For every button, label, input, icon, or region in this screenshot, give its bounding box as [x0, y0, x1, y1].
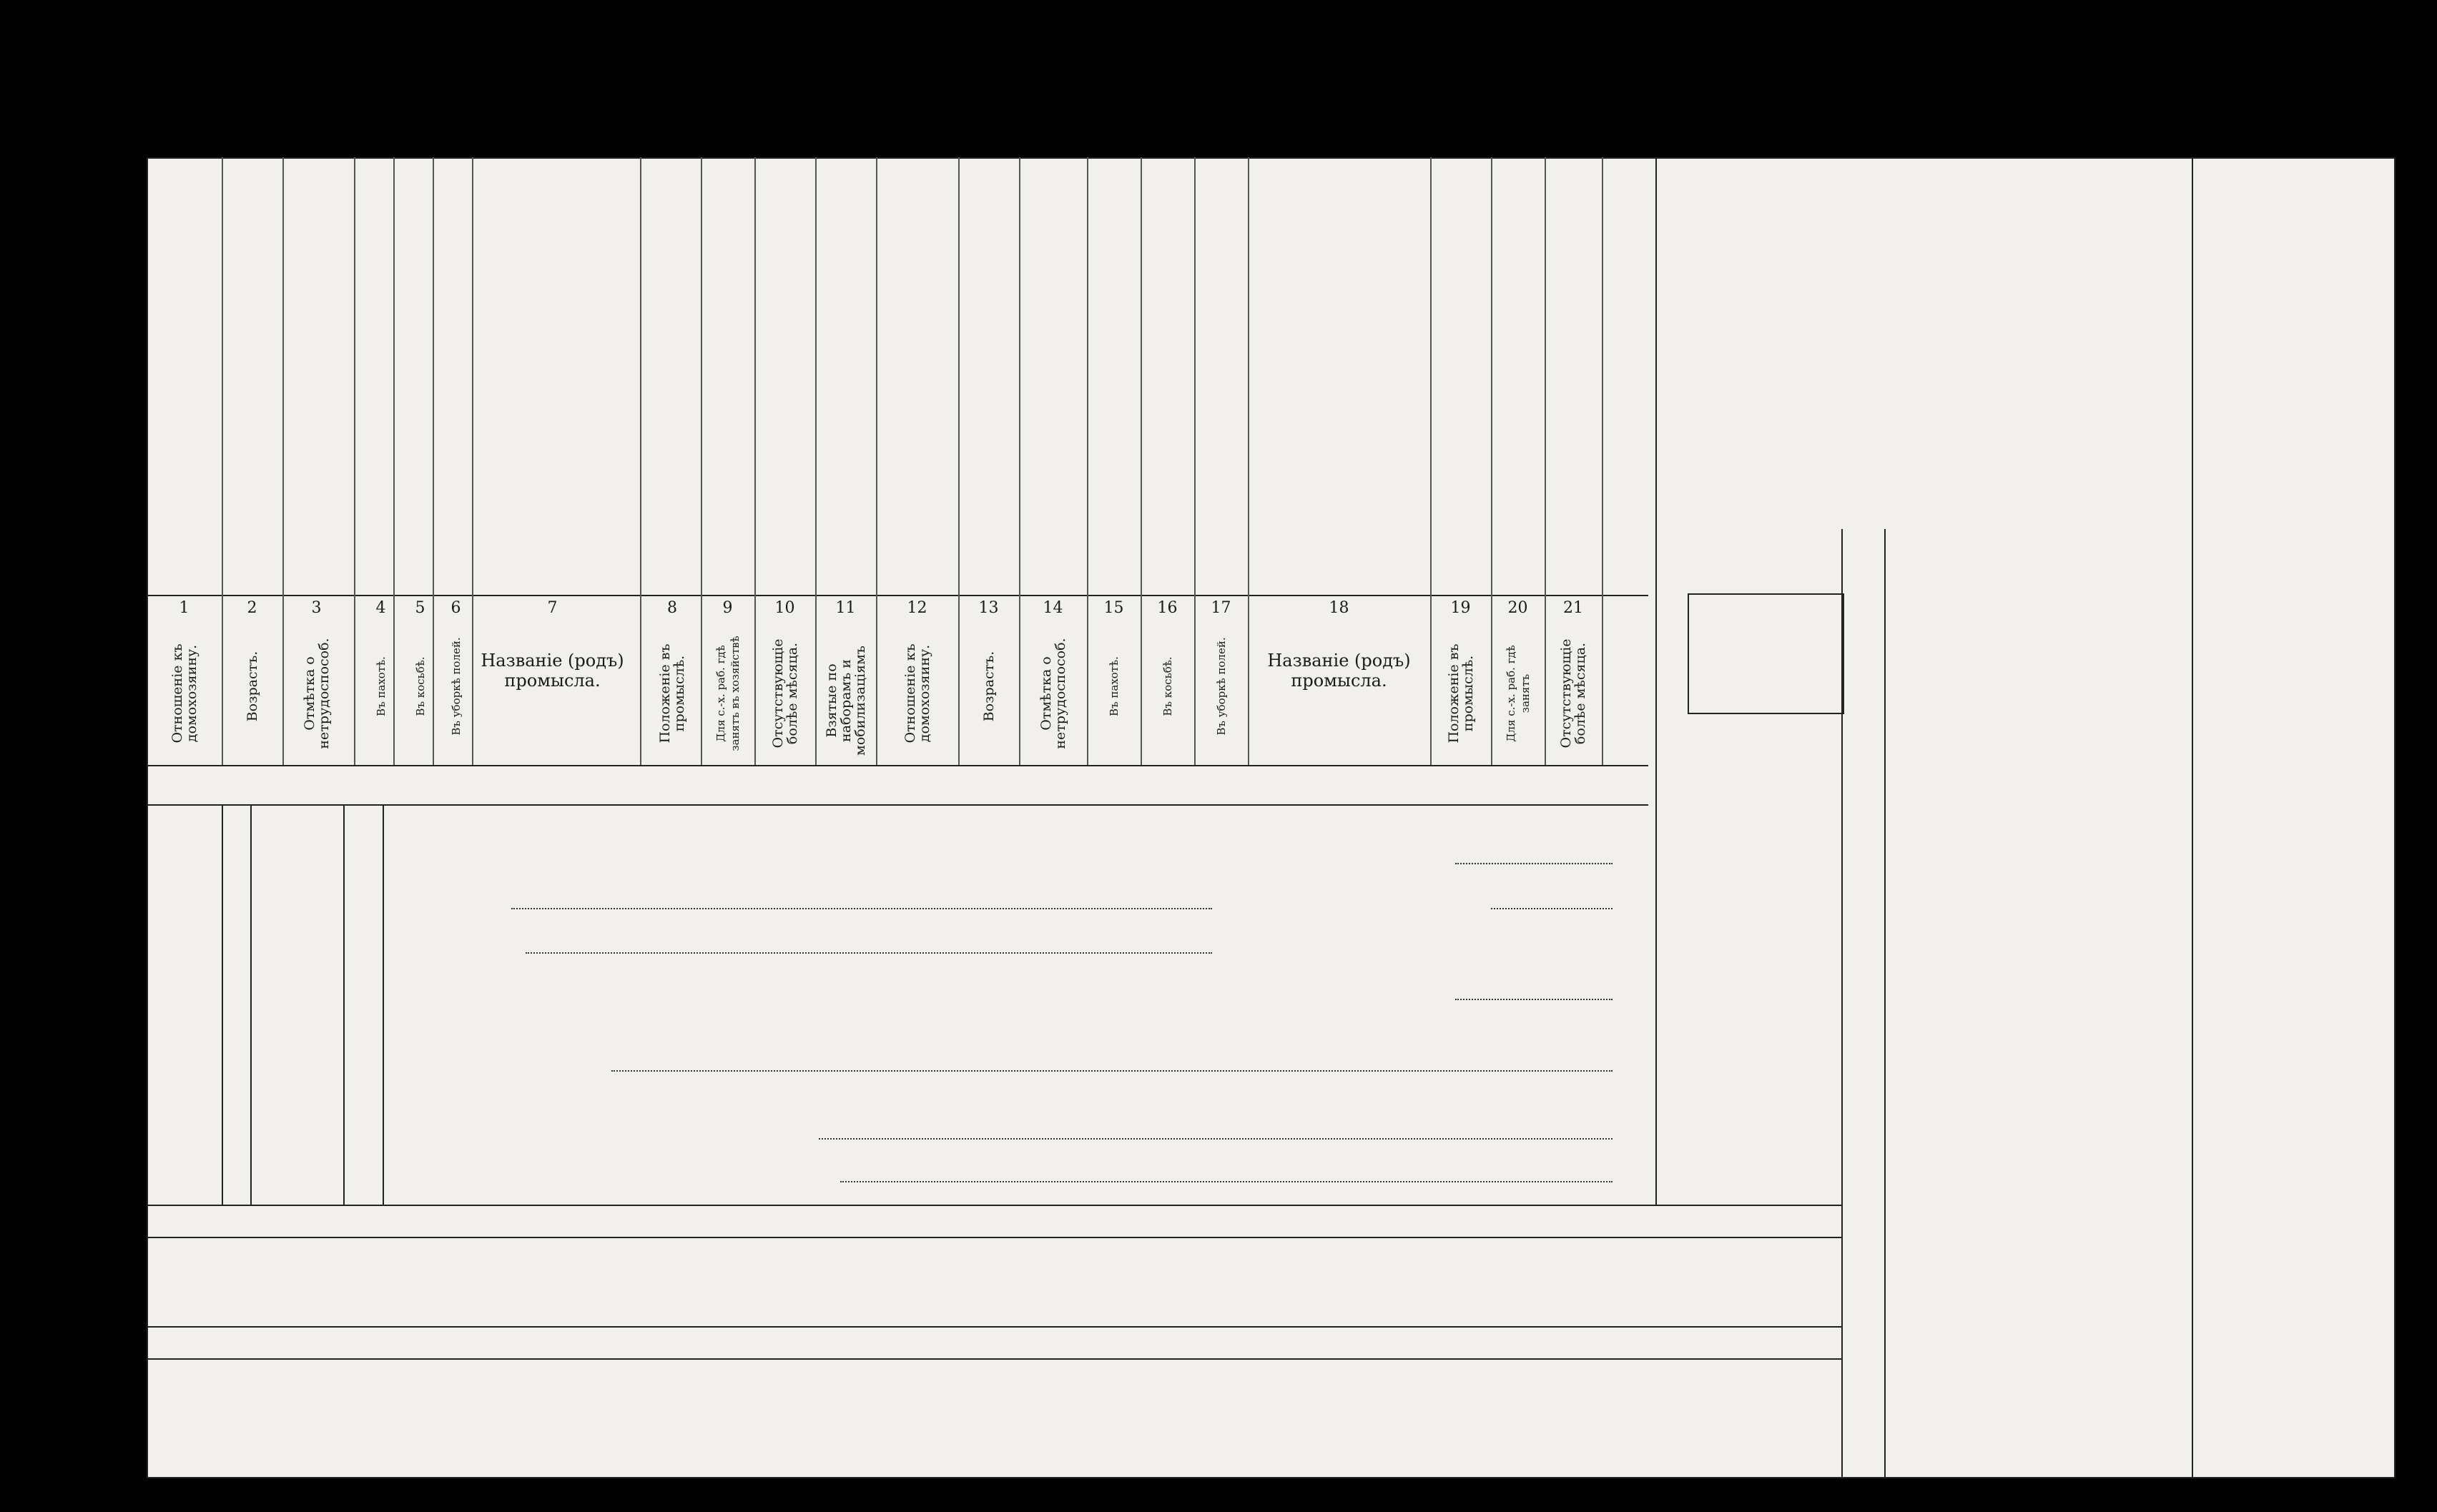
pop-col-number: 2	[247, 599, 257, 617]
pop-col-label: Отмѣтка о нетрудоспособ.	[1038, 638, 1068, 749]
pop-col-line	[754, 157, 756, 765]
pop-col-number: 16	[1157, 599, 1178, 617]
pop-col-label: Въ пахотѣ.	[374, 656, 388, 716]
pop-col-line	[1491, 157, 1492, 765]
pop-col-line	[1019, 157, 1020, 765]
pop-col-line	[640, 157, 641, 765]
pop-col-number: 12	[907, 599, 927, 617]
pop-col-number: 1	[179, 599, 189, 617]
pop-col-line	[876, 157, 877, 765]
top-border	[147, 157, 2192, 159]
pop-col-label: Въ косьбѣ.	[413, 656, 427, 716]
pop-col-line	[1087, 157, 1088, 765]
livestock-values-line	[147, 1358, 1841, 1360]
pop-col-number: 21	[1563, 599, 1583, 617]
population-bottom-line	[147, 804, 1648, 806]
pop-col-line	[282, 157, 284, 765]
pop-col-label: Положеніе въ промыслѣ.	[657, 643, 687, 743]
pop-col-number: 7	[547, 599, 558, 617]
pop-col-number: 20	[1507, 599, 1528, 617]
pop-col-number: 6	[451, 599, 461, 617]
men-women-line	[147, 765, 1648, 766]
census-card	[147, 157, 2396, 1478]
pop-col-number: 13	[978, 599, 999, 617]
pop-col-label: Взятые по наборамъ и мобилизаціямъ	[823, 646, 868, 756]
pop-col-line	[1194, 157, 1196, 765]
pop-col-line	[815, 157, 817, 765]
inv-num-line	[250, 804, 252, 1205]
population-header-line	[147, 595, 1648, 596]
pop-col-label: Отсутствующіе болѣе мѣсяца.	[769, 638, 800, 748]
land-right-line	[2192, 157, 2193, 1478]
pop-col-line	[472, 157, 473, 765]
pop-col-line	[1141, 157, 1142, 765]
pop-col-label: Отношеніе къ домохозяину.	[902, 643, 932, 743]
pop-col-label: Отношеніе къ домохозяину.	[169, 643, 200, 743]
pop-col-number: 14	[1043, 599, 1063, 617]
pop-col-number: 9	[722, 599, 733, 617]
land-left-line	[1841, 529, 1843, 1478]
pop-col-label: Отмѣтка о нетрудоспособ.	[301, 638, 332, 749]
livestock-top-line	[147, 1205, 1841, 1206]
livestock-group-line	[147, 1237, 1841, 1238]
pop-col-label: Возрастъ.	[244, 651, 260, 722]
pop-col-number: 11	[835, 599, 856, 617]
inv-label-line	[343, 804, 345, 1205]
card-number-box	[1688, 593, 1844, 714]
pop-col-number: 4	[375, 599, 386, 617]
pop-col-line	[958, 157, 960, 765]
pop-col-line	[222, 157, 223, 765]
pop-col-label: Въ пахотѣ.	[1107, 656, 1121, 716]
pop-col-number: 15	[1103, 599, 1124, 617]
land-side-line	[1884, 529, 1886, 1478]
pop-col-label: Въ косьбѣ.	[1161, 656, 1174, 716]
ministry-divider	[1655, 157, 1657, 1205]
pop-col-number: 8	[667, 599, 677, 617]
pop-col-line	[433, 157, 434, 765]
pop-col-label: Названіе (родъ) промысла.	[1267, 651, 1411, 691]
pop-col-label: Въ уборкѣ полей.	[449, 637, 463, 736]
pop-col-label: Положеніе въ промыслѣ.	[1445, 643, 1476, 743]
pop-col-label: Отсутствующіе болѣе мѣсяца.	[1558, 638, 1588, 748]
pop-col-line	[1430, 157, 1432, 765]
pop-col-line	[393, 157, 395, 765]
livestock-number-line	[147, 1326, 1841, 1328]
pop-col-number: 18	[1329, 599, 1349, 617]
pop-col-number: 5	[415, 599, 425, 617]
pop-col-number: 3	[311, 599, 322, 617]
pop-col-number: 17	[1211, 599, 1231, 617]
pop-col-line	[1545, 157, 1546, 765]
pop-col-line	[701, 157, 702, 765]
pop-col-label: Возрастъ.	[980, 651, 997, 722]
pop-col-line	[354, 157, 355, 765]
pop-col-line	[1248, 157, 1249, 765]
inv-left-line	[222, 804, 223, 1205]
pop-col-label: Въ уборкѣ полей.	[1214, 637, 1228, 736]
pop-col-label: Названіе (родъ) промысла.	[481, 651, 624, 691]
pop-col-label: Для с.-х. раб. гдѣ занятъ въ хозяйствѣ	[714, 636, 742, 751]
pop-col-line	[1602, 157, 1603, 765]
pop-col-line	[147, 157, 148, 765]
pop-col-number: 10	[774, 599, 795, 617]
pop-col-label: Для с.-х. раб. гдѣ занятъ	[1504, 645, 1532, 742]
inv-side-line	[383, 804, 384, 1205]
pop-col-number: 19	[1450, 599, 1471, 617]
